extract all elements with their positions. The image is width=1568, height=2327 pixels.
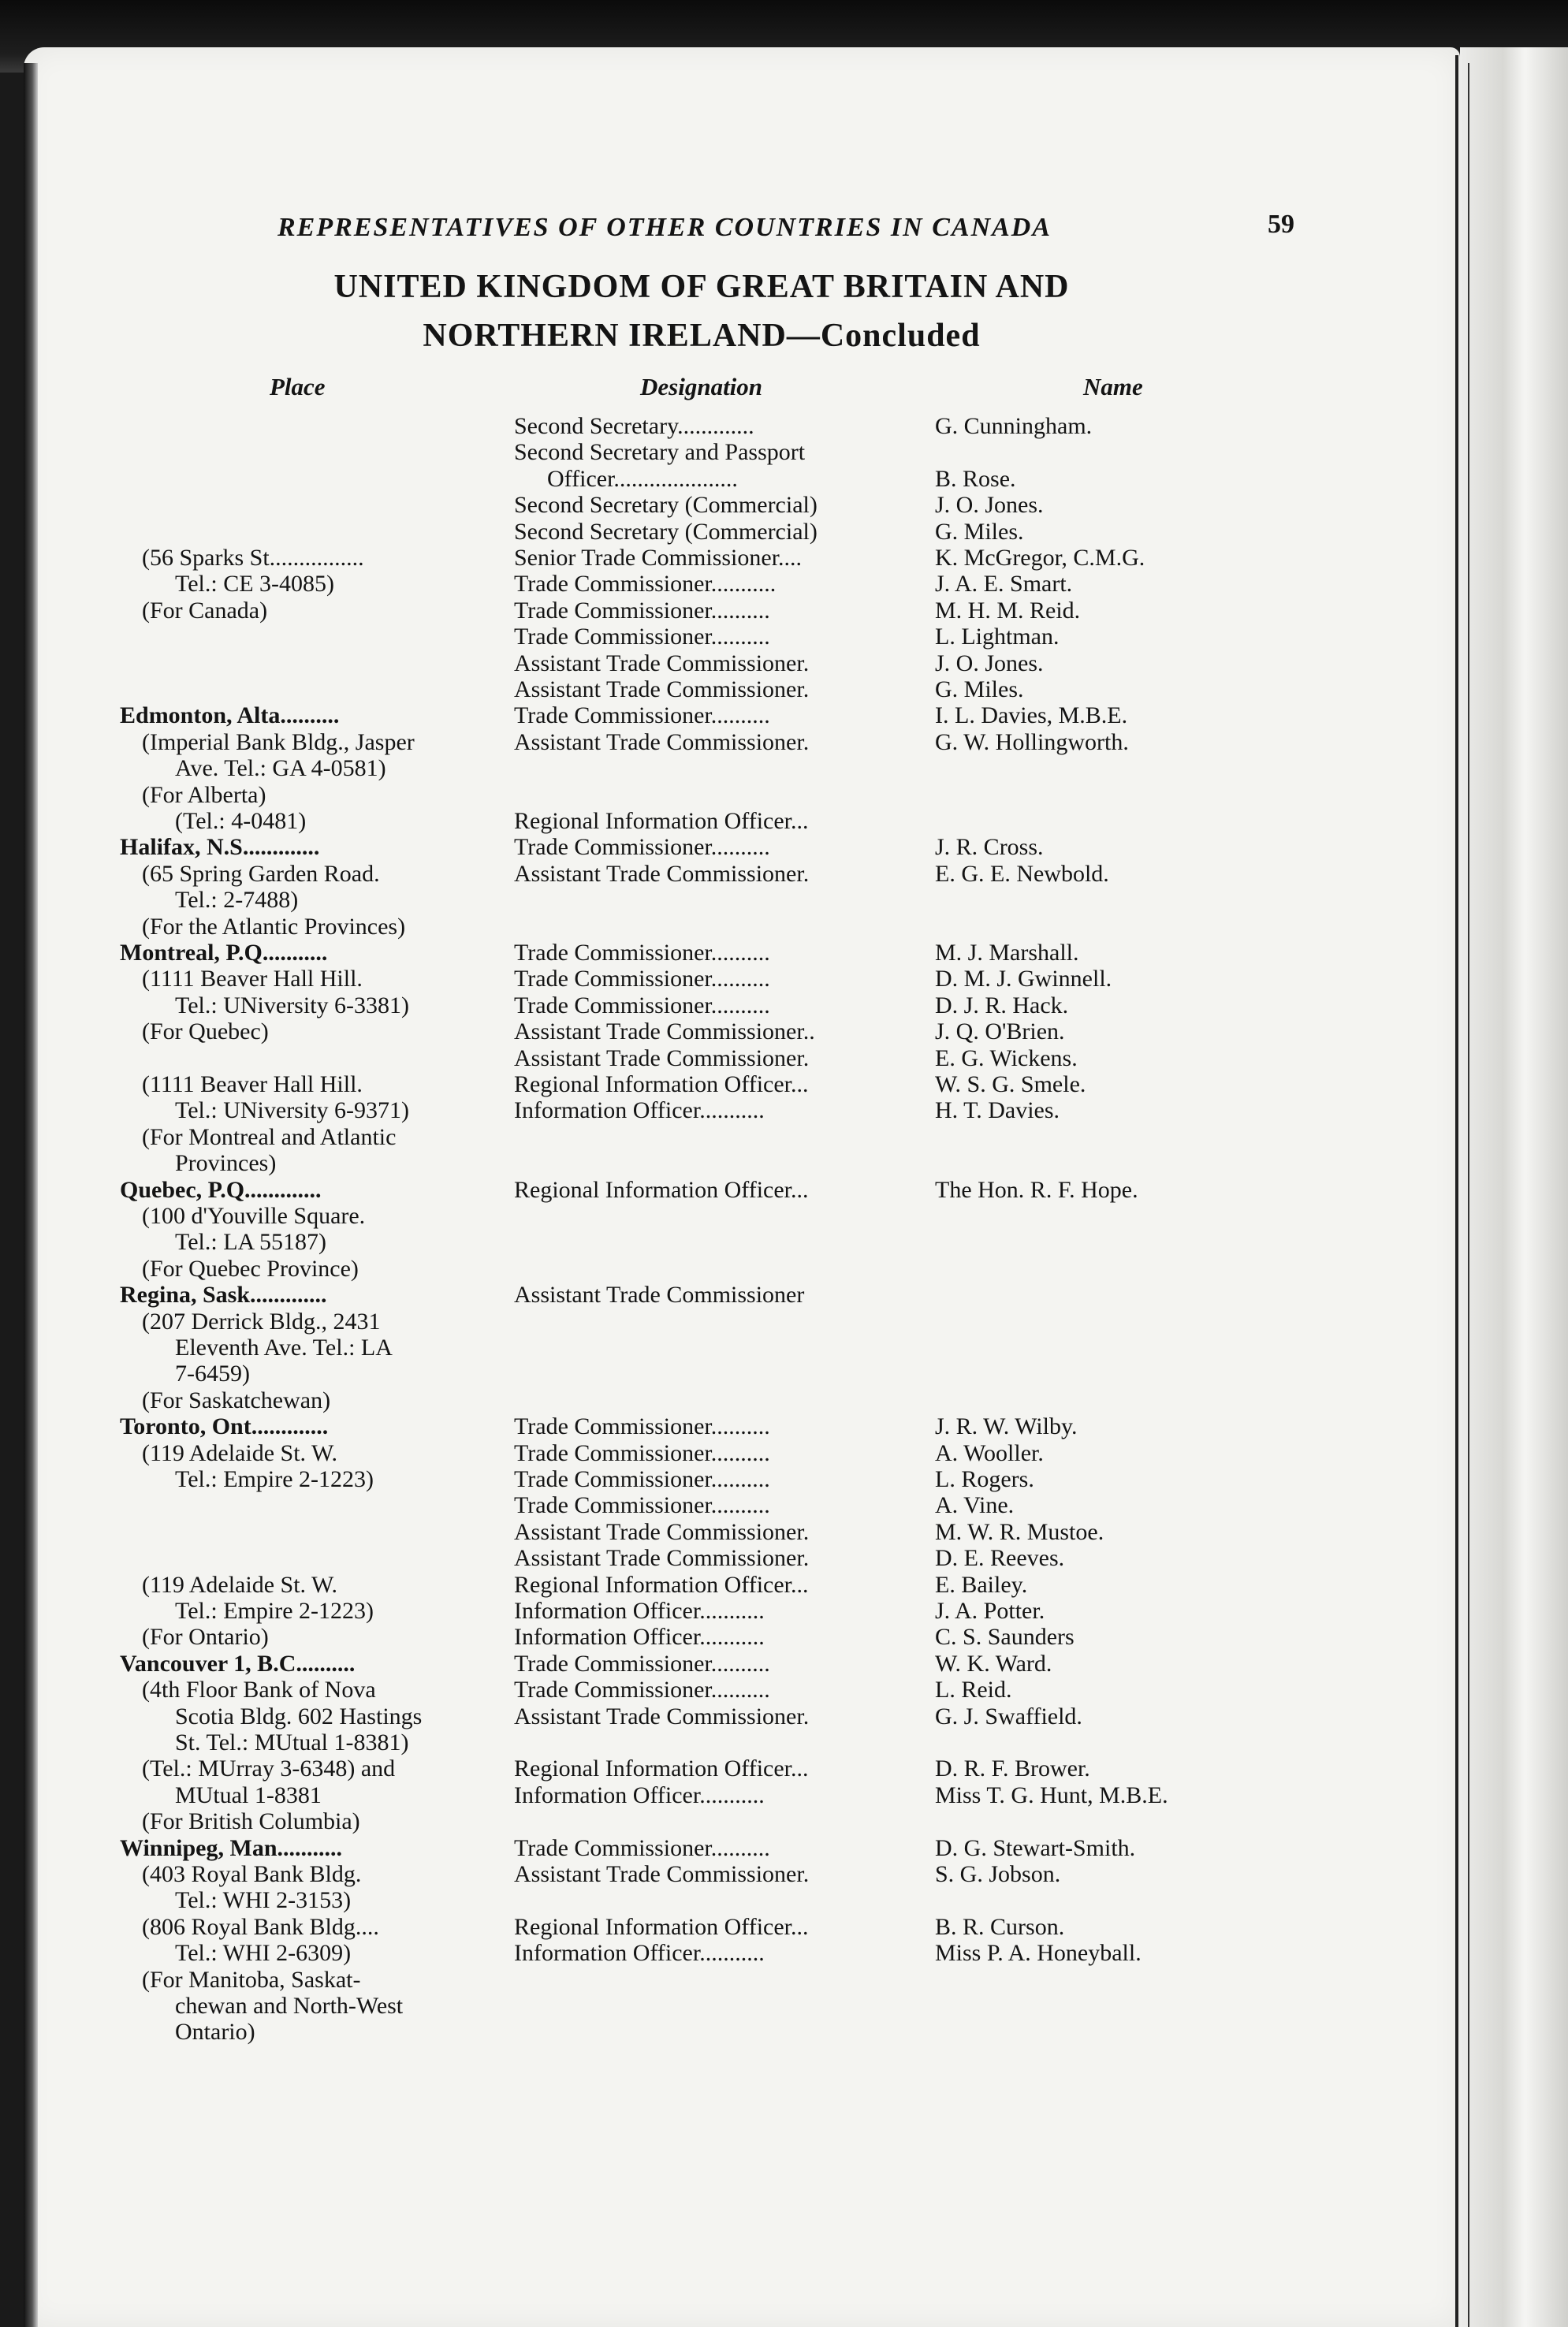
name-line: L. Rogers.: [935, 1466, 1034, 1492]
name-line: C. S. Saunders: [935, 1624, 1075, 1650]
designation-line: Information Officer...........: [514, 1782, 765, 1808]
name-line: W. S. G. Smele.: [935, 1071, 1086, 1097]
place-line: (1111 Beaver Hall Hill.: [142, 966, 363, 992]
place-line: (For Quebec Province): [142, 1256, 359, 1282]
place-line: Eleventh Ave. Tel.: LA: [175, 1335, 393, 1361]
place-line: Tel.: 2-7488): [175, 887, 299, 913]
place-line: Edmonton, Alta..........: [120, 702, 340, 728]
designation-line: Trade Commissioner...........: [514, 571, 777, 597]
designation-line: Information Officer...........: [514, 1598, 765, 1624]
name-line: K. McGregor, C.M.G.: [935, 545, 1145, 571]
place-line: Winnipeg, Man...........: [120, 1835, 342, 1861]
gutter-rule: [1455, 55, 1458, 2327]
place-line: (119 Adelaide St. W.: [142, 1572, 338, 1598]
designation-line: Trade Commissioner..........: [514, 992, 770, 1018]
place-line: Regina, Sask.............: [120, 1282, 327, 1308]
place-line: (403 Royal Bank Bldg.: [142, 1861, 362, 1887]
place-line: (4th Floor Bank of Nova: [142, 1677, 376, 1703]
name-line: D. M. J. Gwinnell.: [935, 966, 1112, 992]
place-line: (For Ontario): [142, 1624, 269, 1650]
place-line: Tel.: LA 55187): [175, 1229, 327, 1255]
designation-line: Regional Information Officer...: [514, 1755, 809, 1782]
place-line: Quebec, P.Q.............: [120, 1177, 322, 1203]
designation-line: Assistant Trade Commissioner: [514, 1282, 805, 1308]
place-line: (Tel.: MUrray 3-6348) and: [142, 1755, 396, 1782]
page-right-margin: [1460, 47, 1568, 2327]
name-line: J. R. W. Wilby.: [935, 1413, 1078, 1439]
name-line: D. R. F. Brower.: [935, 1755, 1090, 1782]
page-left-edge: [24, 63, 38, 2327]
place-line: Tel.: Empire 2-1223): [175, 1466, 374, 1492]
place-line: Provinces): [175, 1150, 277, 1176]
name-line: M. H. M. Reid.: [935, 598, 1081, 624]
name-line: L. Lightman.: [935, 624, 1060, 650]
name-line: G. J. Swaffield.: [935, 1703, 1082, 1729]
designation-line: Trade Commissioner..........: [514, 702, 770, 728]
designation-line: Trade Commissioner..........: [514, 1440, 770, 1466]
place-line: Montreal, P.Q...........: [120, 940, 328, 966]
designation-line: Senior Trade Commissioner....: [514, 545, 803, 571]
designation-line: Assistant Trade Commissioner.: [514, 650, 810, 676]
place-line: (For British Columbia): [142, 1808, 360, 1834]
designation-line: Regional Information Officer...: [514, 1572, 809, 1598]
name-line: G. W. Hollingworth.: [935, 729, 1129, 755]
name-line: A. Wooller.: [935, 1440, 1044, 1466]
name-line: L. Reid.: [935, 1677, 1012, 1703]
place-line: Scotia Bldg. 602 Hastings: [175, 1703, 423, 1729]
place-line: (For the Atlantic Provinces): [142, 914, 406, 940]
name-line: D. E. Reeves.: [935, 1545, 1065, 1571]
place-line: St. Tel.: MUtual 1-8381): [175, 1729, 409, 1755]
place-line: (Tel.: 4-0481): [175, 808, 307, 834]
name-line: B. Rose.: [935, 466, 1016, 492]
place-line: Tel.: CE 3-4085): [175, 571, 335, 597]
designation-line: Trade Commissioner..........: [514, 1413, 770, 1439]
name-line: H. T. Davies.: [935, 1097, 1060, 1123]
name-line: M. J. Marshall.: [935, 940, 1079, 966]
designation-line: Regional Information Officer...: [514, 1914, 809, 1940]
page-title-line-1: UNITED KINGDOM OF GREAT BRITAIN AND: [333, 269, 1070, 305]
designation-line: Assistant Trade Commissioner.: [514, 1545, 810, 1571]
place-line: Toronto, Ont.............: [120, 1413, 329, 1439]
designation-line: Assistant Trade Commissioner.: [514, 1519, 810, 1545]
name-line: D. J. R. Hack.: [935, 992, 1069, 1018]
gutter-rule-inner: [1468, 63, 1469, 2327]
name-line: I. L. Davies, M.B.E.: [935, 702, 1128, 728]
name-line: The Hon. R. F. Hope.: [935, 1177, 1138, 1203]
designation-line: Assistant Trade Commissioner.: [514, 1045, 810, 1071]
designation-line: Trade Commissioner..........: [514, 598, 770, 624]
place-line: (For Manitoba, Saskat-: [142, 1967, 361, 1993]
designation-line: Assistant Trade Commissioner.: [514, 729, 810, 755]
name-line: E. G. Wickens.: [935, 1045, 1078, 1071]
designation-line: Trade Commissioner..........: [514, 834, 770, 860]
name-line: A. Vine.: [935, 1492, 1015, 1518]
place-line: Tel.: UNiversity 6-3381): [175, 992, 410, 1018]
place-line: (1111 Beaver Hall Hill.: [142, 1071, 363, 1097]
place-line: MUtual 1-8381: [175, 1782, 322, 1808]
name-line: J. A. E. Smart.: [935, 571, 1073, 597]
designation-line: Second Secretary.............: [514, 413, 754, 439]
name-line: J. R. Cross.: [935, 834, 1044, 860]
designation-line: Assistant Trade Commissioner.: [514, 676, 810, 702]
place-line: Ave. Tel.: GA 4-0581): [175, 755, 386, 781]
place-line: (56 Sparks St................: [142, 545, 364, 571]
designation-line: Assistant Trade Commissioner.: [514, 1703, 810, 1729]
designation-line: Trade Commissioner..........: [514, 1466, 770, 1492]
name-line: S. G. Jobson.: [935, 1861, 1061, 1887]
name-line: M. W. R. Mustoe.: [935, 1519, 1104, 1545]
place-line: Vancouver 1, B.C..........: [120, 1651, 356, 1677]
place-line: (For Montreal and Atlantic: [142, 1124, 397, 1150]
place-line: Tel.: WHI 2-6309): [175, 1940, 352, 1966]
page-number: 59: [1268, 210, 1294, 239]
name-line: E. Bailey.: [935, 1572, 1028, 1598]
name-line: G. Miles.: [935, 676, 1024, 702]
designation-line: Trade Commissioner..........: [514, 1651, 770, 1677]
designation-line: Trade Commissioner..........: [514, 940, 770, 966]
place-line: (For Quebec): [142, 1018, 269, 1044]
designation-line: Trade Commissioner..........: [514, 1677, 770, 1703]
place-line: chewan and North-West: [175, 1993, 404, 2019]
designation-line: Regional Information Officer...: [514, 808, 809, 834]
name-line: J. Q. O'Brien.: [935, 1018, 1065, 1044]
place-line: (Imperial Bank Bldg., Jasper: [142, 729, 415, 755]
column-header-designation: Designation: [640, 373, 763, 400]
designation-line: Trade Commissioner..........: [514, 1835, 770, 1861]
name-line: W. K. Ward.: [935, 1651, 1052, 1677]
designation-line: Second Secretary (Commercial): [514, 519, 818, 545]
place-line: (207 Derrick Bldg., 2431: [142, 1309, 381, 1335]
designation-line: Assistant Trade Commissioner.: [514, 861, 810, 887]
designation-line: Trade Commissioner..........: [514, 966, 770, 992]
place-line: Ontario): [175, 2019, 255, 2045]
name-line: D. G. Stewart-Smith.: [935, 1835, 1136, 1861]
designation-line: Second Secretary and Passport: [514, 439, 806, 465]
place-line: (For Saskatchewan): [142, 1387, 331, 1413]
designation-line: Regional Information Officer...: [514, 1177, 809, 1203]
place-line: Tel.: Empire 2-1223): [175, 1598, 374, 1624]
place-line: (806 Royal Bank Bldg....: [142, 1914, 379, 1940]
name-line: Miss P. A. Honeyball.: [935, 1940, 1142, 1966]
designation-line: Assistant Trade Commissioner.: [514, 1861, 810, 1887]
place-line: Tel.: UNiversity 6-9371): [175, 1097, 410, 1123]
place-line: (100 d'Youville Square.: [142, 1203, 366, 1229]
name-line: G. Miles.: [935, 519, 1024, 545]
place-line: (119 Adelaide St. W.: [142, 1440, 338, 1466]
designation-line: Information Officer...........: [514, 1940, 765, 1966]
designation-line: Information Officer...........: [514, 1624, 765, 1650]
designation-line: Assistant Trade Commissioner..: [514, 1018, 815, 1044]
column-header-name: Name: [1083, 373, 1143, 400]
place-line: Tel.: WHI 2-3153): [175, 1887, 352, 1913]
name-line: Miss T. G. Hunt, M.B.E.: [935, 1782, 1168, 1808]
place-line: (For Canada): [142, 598, 268, 624]
designation-line: Trade Commissioner..........: [514, 1492, 770, 1518]
place-line: Halifax, N.S.............: [120, 834, 320, 860]
name-line: J. O. Jones.: [935, 492, 1044, 518]
column-header-place: Place: [270, 373, 326, 400]
designation-line: Regional Information Officer...: [514, 1071, 809, 1097]
name-line: B. R. Curson.: [935, 1914, 1065, 1940]
designation-line: Trade Commissioner..........: [514, 624, 770, 650]
place-line: (65 Spring Garden Road.: [142, 861, 380, 887]
name-line: G. Cunningham.: [935, 413, 1093, 439]
name-line: E. G. E. Newbold.: [935, 861, 1109, 887]
place-line: 7-6459): [175, 1361, 250, 1387]
designation-line: Information Officer...........: [514, 1097, 765, 1123]
page-title-line-2: NORTHERN IRELAND—Concluded: [423, 318, 981, 354]
designation-line: Officer.....................: [547, 466, 738, 492]
name-line: J. A. Potter.: [935, 1598, 1045, 1624]
name-line: J. O. Jones.: [935, 650, 1044, 676]
designation-line: Second Secretary (Commercial): [514, 492, 818, 518]
running-head: REPRESENTATIVES OF OTHER COUNTRIES IN CANADA: [277, 213, 1052, 242]
place-line: (For Alberta): [142, 782, 266, 808]
